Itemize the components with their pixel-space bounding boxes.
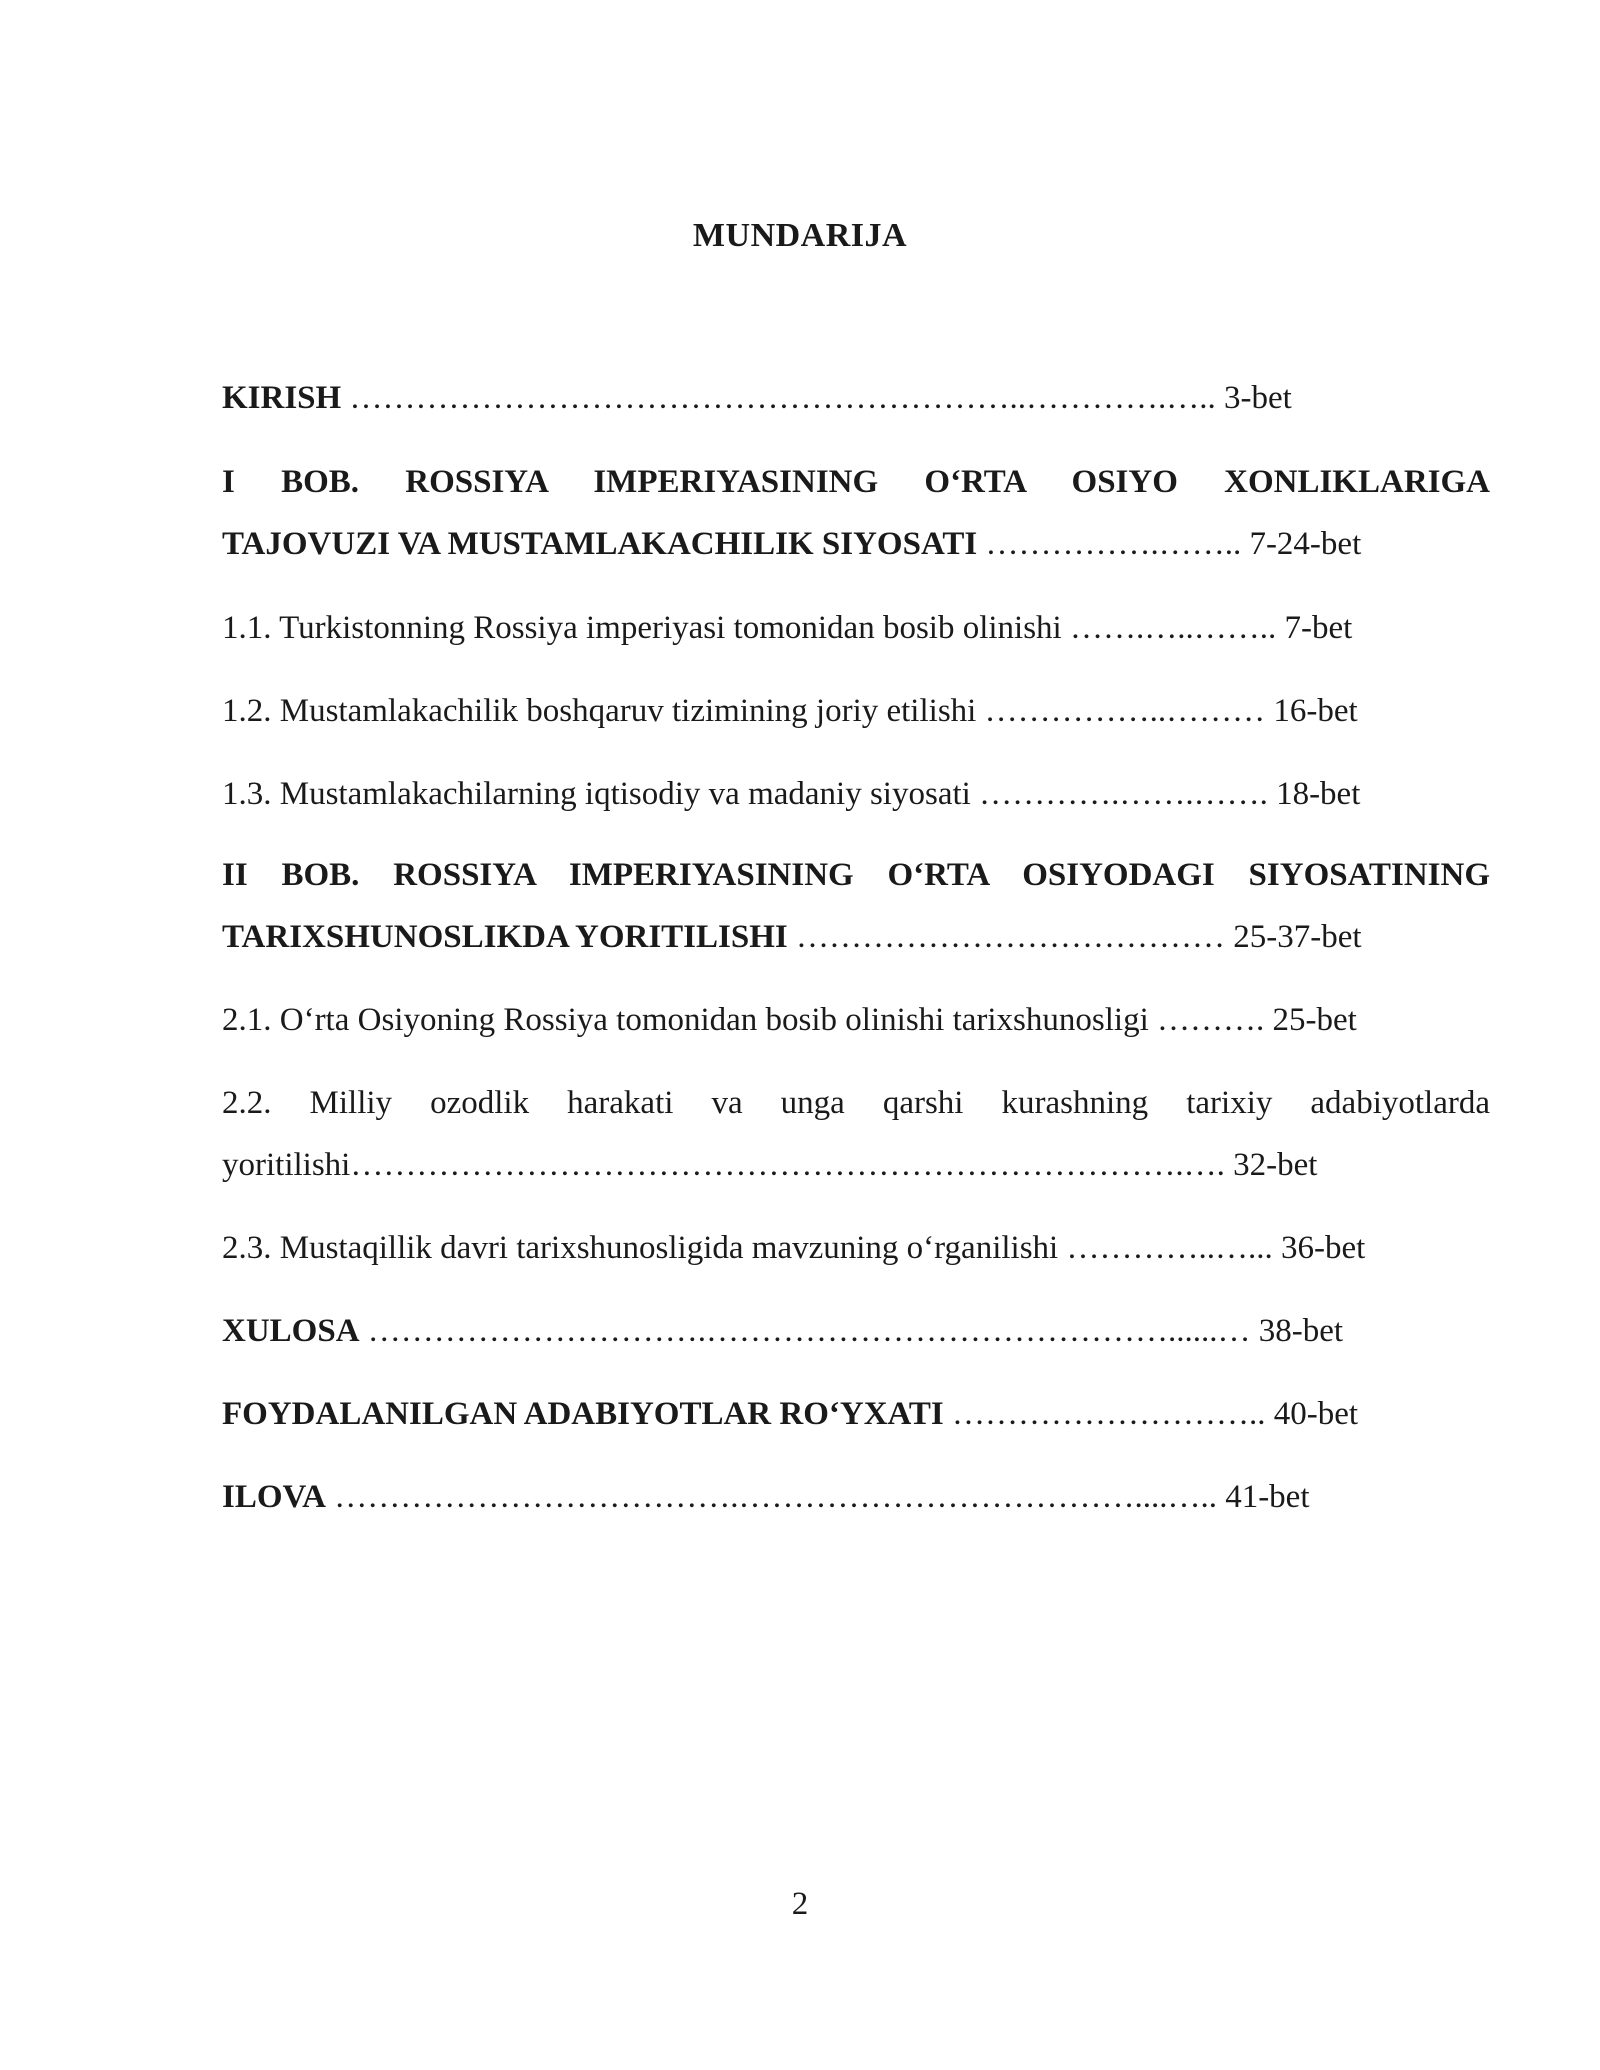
toc-entry-page: 40-bet bbox=[1273, 1396, 1359, 1432]
toc-entry-page: 25-bet bbox=[1272, 1002, 1357, 1038]
toc-entry-ilova bbox=[222, 1477, 1490, 1517]
toc-entry-dots: ………. bbox=[1148, 1002, 1273, 1038]
toc-entry-chapter-1 bbox=[222, 524, 1490, 564]
toc-entry-label: FOYDALANILGAN ADABIYOTLAR RO‘YXATI bbox=[222, 1396, 944, 1432]
toc-entry-label: 2.3. Mustaqillik davri tarixshunosligida mavzuning o‘rganilishi bbox=[222, 1230, 1059, 1266]
toc-entry-label: KIRISH bbox=[222, 380, 342, 416]
page-title: MUNDARIJA bbox=[692, 217, 908, 254]
page-number: 2 bbox=[791, 1886, 809, 1922]
toc-entry-label: XULOSA bbox=[222, 1313, 360, 1349]
toc-entry-2-1 bbox=[222, 1000, 1490, 1040]
toc-entry-dots: ………………………….……………………………………......… bbox=[359, 1313, 1259, 1349]
toc-entry-chapter-2 bbox=[222, 917, 1490, 957]
toc-chapter-1-heading: I BOB. ROSSIYA IMPERIYASINING O‘RTA OSIYO XONLIKLARIGA bbox=[222, 464, 1490, 500]
toc-entry-2-2 bbox=[222, 1145, 1490, 1185]
toc-entry-page: 41-bet bbox=[1225, 1479, 1310, 1515]
toc-entry-kirish bbox=[222, 378, 1490, 418]
toc-entry-dots: ……………………….. bbox=[943, 1396, 1274, 1432]
toc-chapter-2-heading: II BOB. ROSSIYA IMPERIYASINING O‘RTA OSIYODAGI SIYOSATINING bbox=[222, 857, 1490, 893]
toc-entry-dots: …….…..…….. bbox=[1061, 610, 1285, 646]
toc-entry-label: TARIXSHUNOSLIKDA YORITILISHI bbox=[222, 919, 788, 955]
toc-entry-label: 1.1. Turkistonning Rossiya imperiyasi tomonidan bosib olinishi bbox=[222, 610, 1062, 646]
toc-entry-label: 1.2. Mustamlakachilik boshqaruv tizimining joriy etilishi bbox=[222, 693, 977, 729]
toc-entry-page: 7-bet bbox=[1284, 610, 1353, 646]
toc-entry-label: yoritilishi bbox=[222, 1147, 351, 1183]
toc-entry-label: 1.3. Mustamlakachilarning iqtisodiy va madaniy siyosati bbox=[222, 776, 971, 812]
toc-entry-page: 38-bet bbox=[1258, 1313, 1344, 1349]
toc-entry-dots: ………………………………………………………………….…. bbox=[350, 1147, 1234, 1183]
toc-entry-dots: …………..…... bbox=[1058, 1230, 1281, 1266]
toc-entry-label: ILOVA bbox=[222, 1479, 326, 1515]
toc-entry-page: 32-bet bbox=[1233, 1147, 1318, 1183]
toc-entry-dots: ………….…….……. bbox=[970, 776, 1277, 812]
toc-entry-2-3 bbox=[222, 1228, 1490, 1268]
toc-entry-page: 18-bet bbox=[1276, 776, 1361, 812]
toc-entry-dots: ……………..……… bbox=[976, 693, 1274, 729]
toc-entry-page: 36-bet bbox=[1280, 1230, 1366, 1266]
toc-entry-dots: ………………………………… bbox=[787, 919, 1234, 955]
toc-entry-page: 3-bet bbox=[1223, 380, 1292, 416]
toc-entry-page: 7-24-bet bbox=[1249, 526, 1362, 562]
toc-entry-xulosa bbox=[222, 1311, 1490, 1351]
toc-entry-page: 16-bet bbox=[1273, 693, 1358, 729]
toc-entry-label: 2.1. O‘rta Osiyoning Rossiya tomonidan bosib olinishi tarixshunosligi bbox=[222, 1002, 1149, 1038]
toc-entry-dots: ……………………………………………………..………….….. bbox=[341, 380, 1224, 416]
toc-entry-1-1 bbox=[222, 608, 1490, 648]
toc-entry-1-3 bbox=[222, 774, 1490, 814]
toc-entry-label: TAJOVUZI VA MUSTAMLAKACHILIK SIYOSATI bbox=[222, 526, 978, 562]
toc-entry-1-2 bbox=[222, 691, 1490, 731]
toc-entry-2-2-line1: 2.2. Milliy ozodlik harakati va unga qarshi kurashning tarixiy adabiyotlarda bbox=[222, 1085, 1490, 1121]
toc-entry-dots: ……………………………….………………………………....….. bbox=[325, 1479, 1226, 1515]
toc-entry-dots: …………….…….. bbox=[977, 526, 1250, 562]
toc-entry-page: 25-37-bet bbox=[1233, 919, 1362, 955]
toc-entry-adabiyotlar bbox=[222, 1394, 1490, 1434]
